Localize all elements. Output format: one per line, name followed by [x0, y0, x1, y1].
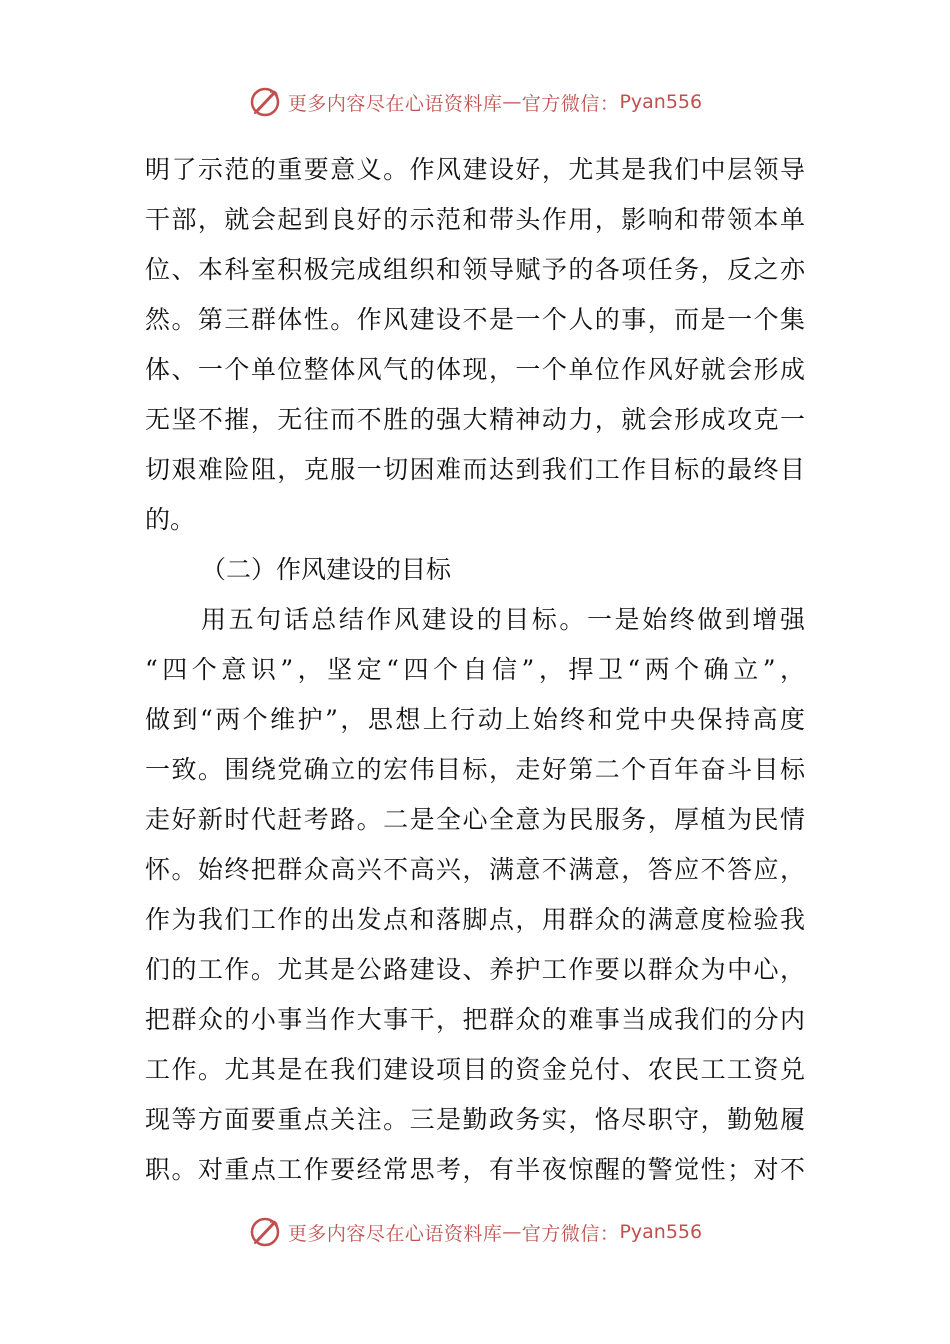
body-line: 无坚不摧，无往而不胜的强大精神动力，就会形成攻克一 — [145, 405, 805, 434]
body-line: 走好新时代赶考路。二是全心全意为民服务，厚植为民情 — [145, 805, 805, 834]
body-line: 怀。始终把群众高兴不高兴，满意不满意，答应不答应， — [145, 855, 805, 884]
watermark-dash: — — [502, 91, 522, 113]
section-heading: （二）作风建设的目标 — [201, 555, 452, 584]
watermark-title: 更多内容尽在心语资料库 — [287, 1222, 503, 1245]
body-line: 体、一个单位整体风气的体现，一个单位作风好就会形成 — [145, 355, 805, 384]
header-watermark — [0, 82, 950, 122]
watermark-dash: — — [502, 1221, 522, 1243]
body-line: 现等方面要重点关注。三是勤政务实，恪尽职守，勤勉履 — [145, 1105, 805, 1134]
pen-logo-icon — [248, 85, 282, 119]
watermark-wechat-id: Pyan556 — [619, 91, 703, 113]
body-line: 干部，就会起到良好的示范和带头作用，影响和带领本单 — [145, 205, 805, 234]
body-line: 切艰难险阻，克服一切困难而达到我们工作目标的最终目 — [145, 455, 805, 484]
body-line: 一致。围绕党确立的宏伟目标，走好第二个百年奋斗目标 — [145, 755, 805, 784]
body-line: “四个意识”，坚定“四个自信”，捍卫“两个确立”， — [145, 655, 805, 684]
body-line: 们的工作。尤其是公路建设、养护工作要以群众为中心， — [145, 955, 805, 984]
watermark-wechat-id: Pyan556 — [619, 1221, 703, 1243]
body-line: 把群众的小事当作大事干，把群众的难事当成我们的分内 — [145, 1005, 805, 1034]
body-line: 的。 — [145, 505, 196, 534]
watermark-wechat-label: 官方微信： — [521, 92, 620, 115]
body-line: 位、本科室积极完成组织和领导赋予的各项任务，反之亦 — [145, 255, 805, 284]
body-line: 职。对重点工作要经常思考，有半夜惊醒的警觉性；对不 — [145, 1155, 805, 1184]
body-line: 然。第三群体性。作风建设不是一个人的事，而是一个集 — [145, 305, 805, 334]
pen-logo-icon — [248, 1215, 282, 1249]
body-line: 用五句话总结作风建设的目标。一是始终做到增强 — [201, 605, 805, 634]
footer-watermark — [0, 1212, 950, 1252]
body-line: 工作。尤其是在我们建设项目的资金兑付、农民工工资兑 — [145, 1055, 805, 1084]
watermark-title: 更多内容尽在心语资料库 — [287, 92, 503, 115]
body-line: 作为我们工作的出发点和落脚点，用群众的满意度检验我 — [145, 905, 805, 934]
body-line: 做到“两个维护”，思想上行动上始终和党中央保持高度 — [145, 705, 805, 734]
document-body — [145, 145, 805, 1195]
watermark-wechat-label: 官方微信： — [521, 1222, 620, 1245]
body-line: 明了示范的重要意义。作风建设好，尤其是我们中层领导 — [145, 155, 805, 184]
